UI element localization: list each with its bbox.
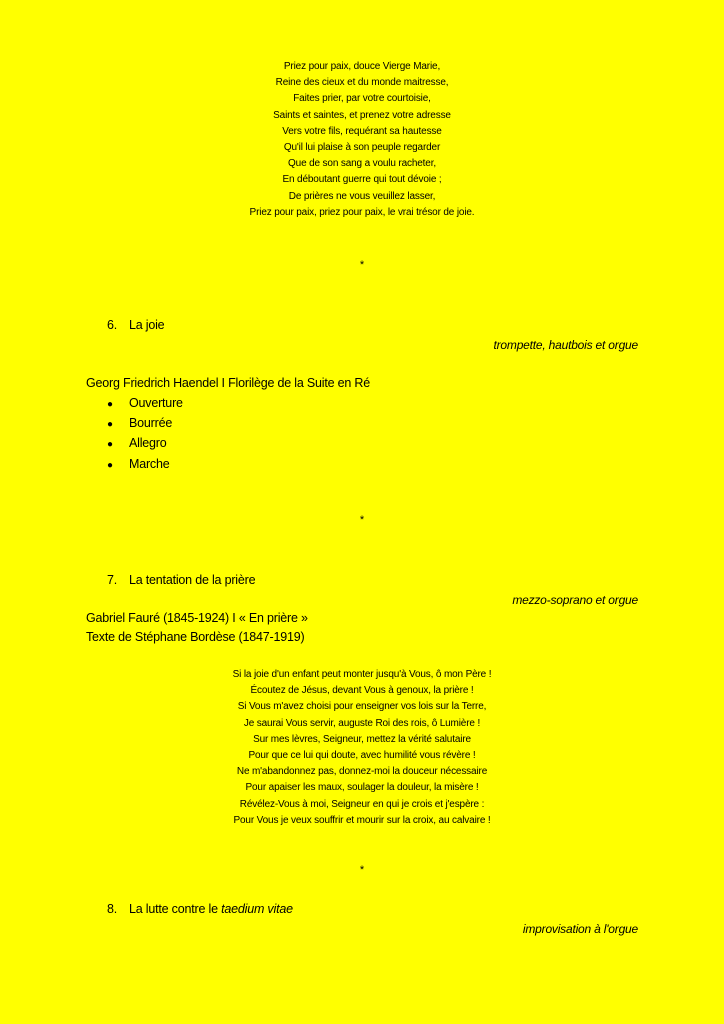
movement-label: Marche [129, 456, 170, 471]
poem2-line: Révélez-Vous à moi, Seigneur en qui je crois et j'espère : [239, 798, 485, 810]
poem2-line: Si Vous m'avez choisi pour enseigner vos lois sur la Terre, [237, 701, 487, 713]
separator-star: * [359, 864, 365, 876]
section-7-text-author: Texte de Stéphane Bordèse (1847-1919) [86, 630, 305, 644]
section-7-instruments: mezzo-soprano et orgue [512, 593, 638, 607]
poem2-line: Écoutez de Jésus, devant Vous à genoux, la prière ! [250, 685, 474, 697]
section-8-number: 8. [107, 902, 118, 916]
movement-list-item [107, 393, 183, 413]
movement-list-item [107, 433, 183, 453]
poem1-line: Priez pour paix, douce Vierge Marie, [283, 61, 441, 72]
poem1-line: Faites prier, par votre courtoisie, [293, 93, 431, 105]
section-6-number: 6. [107, 318, 118, 332]
section-8-title-italic: taedium vitae [221, 902, 293, 916]
section-7-number: 7. [107, 573, 118, 587]
bullet-icon: ● [107, 459, 113, 471]
bullet-icon: ● [107, 439, 113, 451]
poem1-line: Reine des cieux et du monde maitresse, [275, 77, 449, 89]
section-6-instruments: trompette, hautbois et orgue [493, 338, 638, 352]
poem1-line: Que de son sang a voulu racheter, [288, 158, 436, 170]
section-6-composer: Georg Friedrich Haendel I Florilège de la Suite en Ré [86, 376, 370, 390]
section-8-title-prefix: La lutte contre le [129, 902, 222, 916]
poem1-line: Qu'il lui plaise à son peuple regarder [283, 142, 441, 154]
section-6-title [107, 318, 164, 332]
section-7-title [107, 573, 255, 587]
movements-list [107, 393, 183, 474]
poem2-line: Si la joie d'un enfant peut monter jusqu'à Vous, ô mon Père ! [232, 669, 492, 680]
poem-priez-pour-paix [0, 59, 724, 221]
movement-label: Bourrée [129, 416, 173, 431]
poem1-line: En déboutant guerre qui tout dévoie ; [282, 174, 442, 186]
separator-star: * [359, 514, 365, 526]
movement-label: Ouverture [129, 396, 183, 410]
separator-star: * [359, 259, 365, 271]
poem2-line: Ne m'abandonnez pas, donnez-moi la douceur nécessaire [236, 766, 488, 778]
section-6-title-text: La joie [129, 318, 165, 332]
poem2-line: Sur mes lèvres, Seigneur, mettez la vérité salutaire [253, 733, 471, 745]
section-7-title-text: La tentation de la prière [129, 573, 256, 587]
bullet-icon: ● [107, 419, 113, 431]
poem1-line: De prières ne vous veuillez lasser, [288, 190, 436, 202]
poem1-line: Vers votre fils, requérant sa hautesse [282, 125, 442, 137]
poem2-line: Je saurai Vous servir, auguste Roi des rois, ô Lumière ! [243, 717, 481, 729]
section-7-composer: Gabriel Fauré (1845-1924) I « En prière » [86, 611, 308, 625]
poem2-line: Pour Vous je veux souffrir et mourir sur la croix, au calvaire ! [233, 814, 491, 826]
poem1-line: Priez pour paix, priez pour paix, le vrai trésor de joie. [249, 206, 475, 218]
movement-list-item [107, 454, 183, 474]
poem2-line: Pour que ce lui qui doute, avec humilité vous révère ! [248, 750, 476, 762]
poem1-line: Saints et saintes, et prenez votre adresse [273, 109, 451, 121]
poem2-line: Pour apaiser les maux, soulager la douleur, la misère ! [245, 782, 479, 794]
section-8-instruments: improvisation à l'orgue [522, 922, 638, 936]
poem-en-priere [0, 667, 724, 829]
movement-label: Allegro [129, 436, 167, 451]
section-8-title [107, 902, 293, 916]
movement-list-item [107, 413, 183, 433]
bullet-icon: ● [107, 399, 113, 410]
